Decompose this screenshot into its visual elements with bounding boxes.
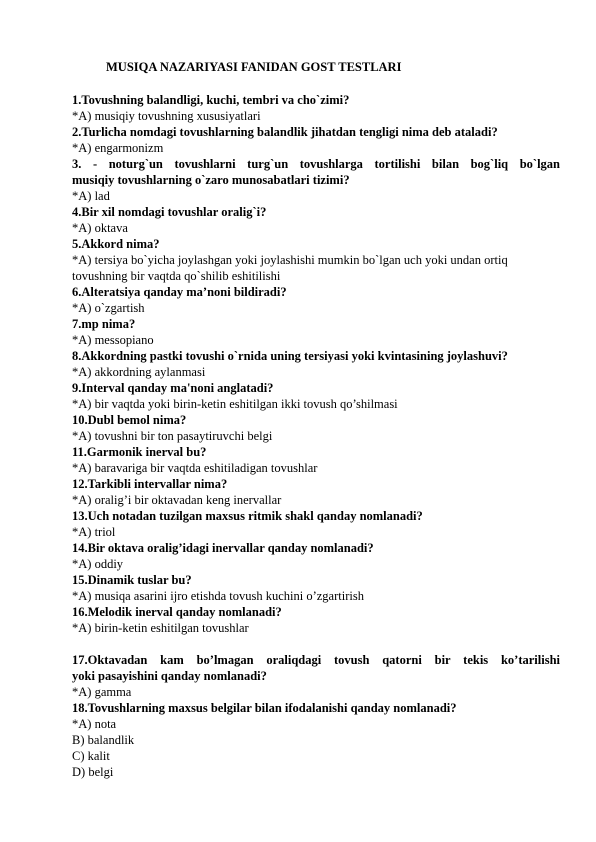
question-17-line1: 17.Oktavadan kam bo’lmagan oraliqdagi tovush qatorni bir tekis ko’tarilishi xyxy=(72,653,560,667)
question-8: 8.Akkordning pastki tovushi o`rnida uning tersiyasi yoki kvintasining joylashuvi? xyxy=(72,349,508,363)
question-17-line2: yoki pasayishini qanday nomlanadi? xyxy=(72,669,267,683)
question-16: 16.Melodik inerval qanday nomlanadi? xyxy=(72,605,282,619)
question-4: 4.Bir xil nomdagi tovushlar oralig`i? xyxy=(72,205,267,219)
question-12: 12.Tarkibli intervallar nima? xyxy=(72,477,228,491)
question-9: 9.Interval qanday ma'noni anglatadi? xyxy=(72,381,274,395)
question-6: 6.Alteratsiya qanday ma’noni bildiradi? xyxy=(72,285,287,299)
page-title: MUSIQA NAZARIYASI FANIDAN GOST TESTLARI xyxy=(106,60,402,74)
question-11: 11.Garmonik inerval bu? xyxy=(72,445,207,459)
question-18: 18.Tovushlarning maxsus belgilar bilan ifodalanishi qanday nomlanadi? xyxy=(72,701,457,715)
answer-5a-line1: *A) tersiya bo`yicha joylashgan yoki joylashishi mumkin bo`lgan uch yoki undan ortiq xyxy=(72,253,508,267)
answer-6a: *A) o`zgartish xyxy=(72,301,145,315)
answer-1a: *A) musiqiy tovushning xususiyatlari xyxy=(72,109,261,123)
answer-14a: *A) oddiy xyxy=(72,557,124,571)
answer-18b: B) balandlik xyxy=(72,733,135,747)
question-3-line1: 3. - noturg`un tovushlarni turg`un tovushlarga tortilishi bilan bog`liq bo`lgan xyxy=(72,157,560,171)
answer-5a-line2: tovushning bir vaqtda qo`shilib eshitilishi xyxy=(72,269,281,283)
question-14: 14.Bir oktava oralig’idagi inervallar qanday nomlanadi? xyxy=(72,541,374,555)
answer-15a: *A) musiqa asarini ijro etishda tovush kuchini o’zgartirish xyxy=(72,589,364,603)
answer-18c: C) kalit xyxy=(72,749,110,763)
answer-18d: D) belgi xyxy=(72,765,114,779)
question-13: 13.Uch notadan tuzilgan maxsus ritmik shakl qanday nomlanadi? xyxy=(72,509,423,523)
answer-4a: *A) oktava xyxy=(72,221,128,235)
answer-11a: *A) baravariga bir vaqtda eshitiladigan tovushlar xyxy=(72,461,318,475)
answer-9a: *A) bir vaqtda yoki birin-ketin eshitilgan ikki tovush qo’shilmasi xyxy=(72,397,398,411)
answer-7a: *A) messopiano xyxy=(72,333,154,347)
question-3-line2: musiqiy tovushlarning o`zaro munosabatlari tizimi? xyxy=(72,173,350,187)
answer-16a: *A) birin-ketin eshitilgan tovushlar xyxy=(72,621,249,635)
answer-17a: *A) gamma xyxy=(72,685,132,699)
answer-12a: *A) oralig’i bir oktavadan keng inervallar xyxy=(72,493,282,507)
answer-18a: *A) nota xyxy=(72,717,117,731)
answer-13a: *A) triol xyxy=(72,525,116,539)
test-list xyxy=(72,92,560,780)
answer-2a: *A) engarmonizm xyxy=(72,141,164,155)
answer-8a: *A) akkordning aylanmasi xyxy=(72,365,206,379)
answer-3a: *A) lad xyxy=(72,189,110,203)
question-5: 5.Akkord nima? xyxy=(72,237,160,251)
question-15: 15.Dinamik tuslar bu? xyxy=(72,573,192,587)
question-1: 1.Tovushning balandligi, kuchi, tembri va cho`zimi? xyxy=(72,93,350,107)
question-2: 2.Turlicha nomdagi tovushlarning balandlik jihatdan tengligi nima deb ataladi? xyxy=(72,125,498,139)
blank-line xyxy=(72,636,560,652)
question-10: 10.Dubl bemol nima? xyxy=(72,413,187,427)
question-7: 7.mp nima? xyxy=(72,317,136,331)
answer-10a: *A) tovushni bir ton pasaytiruvchi belgi xyxy=(72,429,273,443)
